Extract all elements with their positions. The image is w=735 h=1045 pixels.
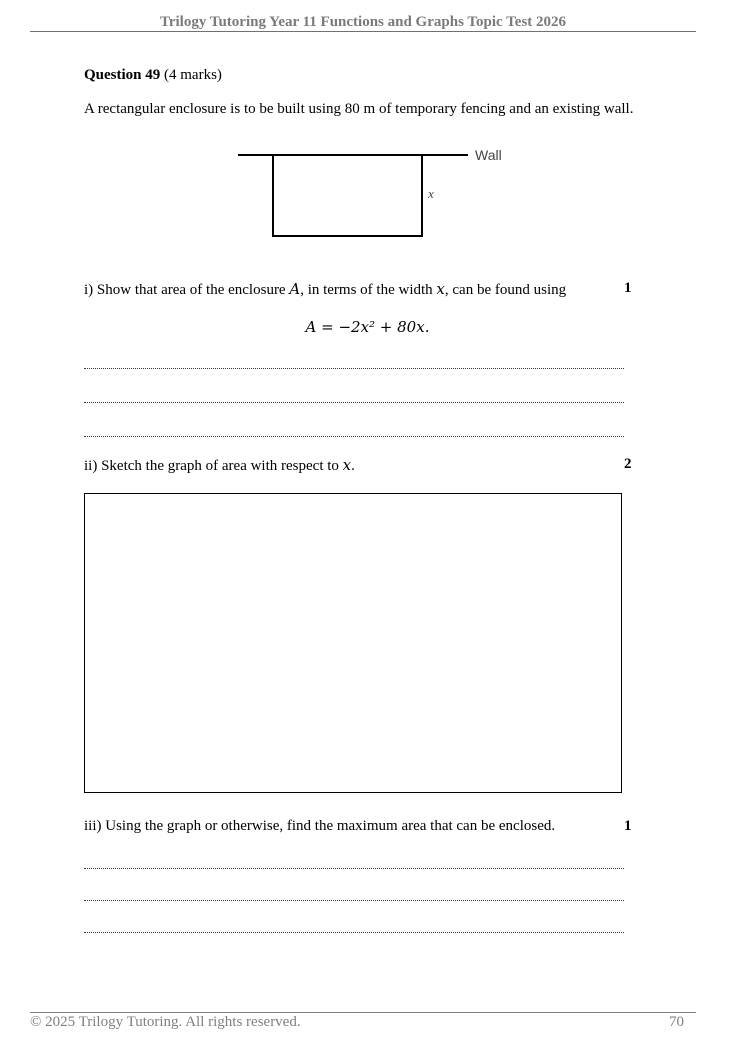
answer-line[interactable] [84,368,624,369]
footer-copyright: © 2025 Trilogy Tutoring. All rights reserved. [30,1014,301,1030]
enclosure-fence [273,155,422,236]
answer-line[interactable] [84,900,624,901]
page-number: 70 [669,1014,684,1030]
header-rule [30,31,696,32]
part-i-text: i) Show that area of the enclosure A, in terms of the width x, can be found using [84,280,567,298]
answer-line[interactable] [84,402,624,403]
question-intro: A rectangular enclosure is to be built using 80 m of temporary fencing and an existing wall. [84,101,634,117]
answer-line[interactable] [84,868,624,869]
area-formula: A = −2x² + 80x. [305,318,430,336]
part-iii-text: iii) Using the graph or otherwise, find the maximum area that can be enclosed. [84,818,556,834]
answer-line[interactable] [84,932,624,933]
part-ii-marks: 2 [624,456,632,472]
footer-rule [30,1012,696,1013]
side-label-x: x [428,186,434,201]
part-i-marks: 1 [624,280,632,296]
question-marks: (4 marks) [164,67,222,83]
question-title [84,67,222,84]
question-number: Question 49 [84,67,161,83]
part-iii-marks: 1 [624,818,632,834]
sketch-answer-box[interactable] [84,493,622,793]
wall-label: Wall [475,147,502,163]
part-ii-text: ii) Sketch the graph of area with respect to x. [84,456,355,474]
answer-line[interactable] [84,436,624,437]
page-header-title: Trilogy Tutoring Year 11 Functions and Graphs Topic Test 2026 [159,14,567,30]
enclosure-diagram [236,143,516,243]
